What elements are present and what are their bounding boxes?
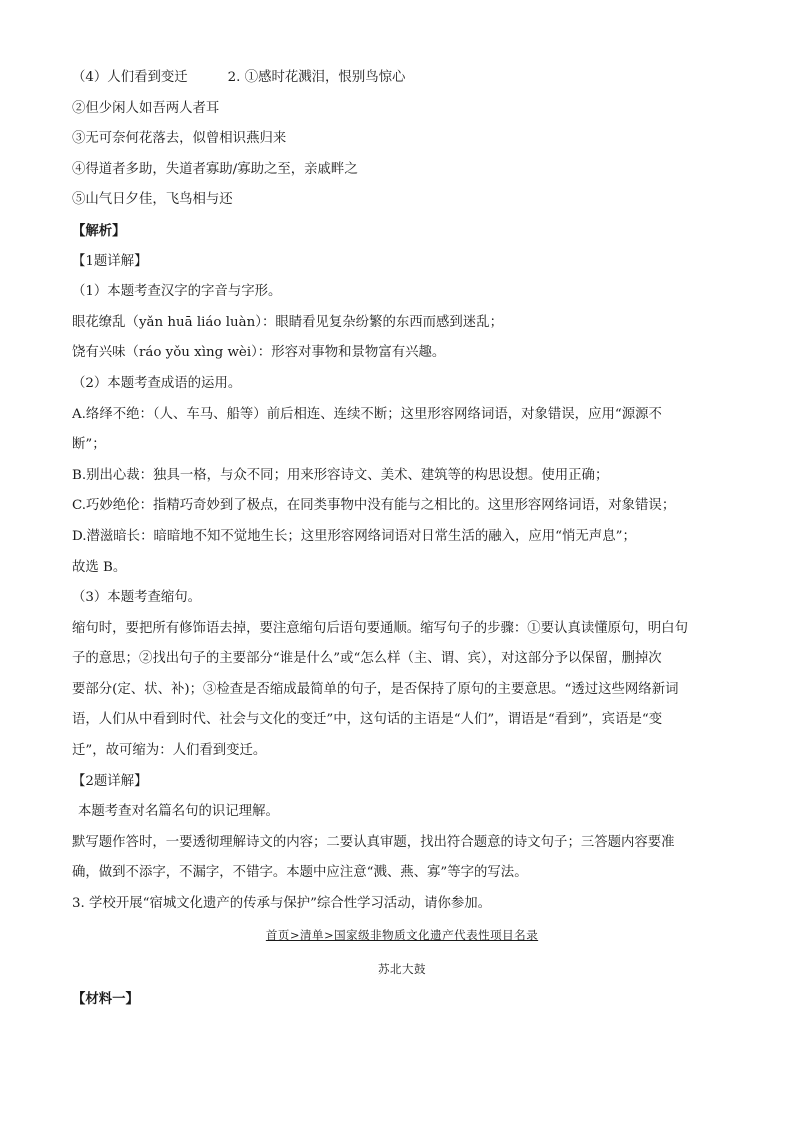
q1-detail-heading: 【1题详解】 [72,253,148,269]
analysis-paragraph: A.络绎不绝：（人、车马、船等）前后相连、连续不断；这里形容网络词语，对象错误，应用“源源不 [72,406,662,422]
analysis-paragraph: （1）本题考查汉字的字音与字形。 [72,284,282,300]
q2-detail-heading: 【2题详解】 [72,773,148,789]
answer-q2-item-5: ⑤山气日夕佳，飞鸟相与还 [72,192,233,208]
analysis-paragraph: 确，做到不添字，不漏字，不错字。本题中应注意“溅、燕、寡”等字的写法。 [72,865,528,881]
analysis-paragraph: 断”； [72,437,106,453]
analysis-paragraph: 迁”，故可缩为：人们看到变迁。 [72,743,267,759]
analysis-paragraph: 故选 B。 [72,559,127,575]
answer-line-1 [72,63,732,94]
analysis-heading: 【解析】 [72,222,126,239]
breadcrumb [72,920,732,950]
material-heading: 【材料一】 [72,990,139,1007]
analysis-paragraph: 语，人们从中看到时代、社会与文化的变迁”中，这句话的主语是“人们”，谓语是“看到”，宾语是“变 [72,712,663,728]
analysis-paragraph: B.别出心裁：独具一格，与众不同；用来形容诗文、美术、建筑等的构思设想。使用正确； [72,467,609,483]
answer-q2-item-1: 2. ①感时花溅泪，恨别鸟惊心 [227,70,406,85]
analysis-paragraph: （3）本题考查缩句。 [72,590,202,606]
item-title: 苏北大鼓 [378,961,426,976]
breadcrumb-text: 首页>清单>国家级非物质文化遗产代表性项目名录 [265,927,539,942]
answer-4-of-q1: （4）人们看到变迁 [72,70,188,85]
analysis-paragraph: 本题考查对名篇名句的识记理解。 [78,804,279,820]
analysis-paragraph: （2）本题考查成语的运用。 [72,375,242,391]
answer-q2-item-4: ④得道者多助，失道者寡助/寡助之至，亲戚畔之 [72,161,358,177]
analysis-paragraph: 眼花缭乱（yǎn huā liáo luàn）：眼睛看见复杂纷繁的东西而感到迷乱； [72,314,503,330]
analysis-paragraph: 要部分(定、状、补)；③检查是否缩成最简单的句子，是否保持了原句的主要意思。“透过这些网络新词 [72,681,679,697]
analysis-paragraph: 子的意思；②找出句子的主要部分“谁是什么”或“怎么样（主、谓、宾），对这部分予以保留，删掉次 [72,651,662,667]
analysis-paragraph: 饶有兴味（ráo yǒu xìng wèi）：形容对事物和景物富有兴趣。 [72,345,446,361]
analysis-paragraph: D.潜滋暗长：暗暗地不知不觉地生长；这里形容网络词语对日常生活的融入，应用“悄无声息”； [72,528,636,544]
answer-q2-item-2: ②但少闲人如吾两人者耳 [72,100,220,116]
answer-q2-item-3: ③无可奈何花落去，似曾相识燕归来 [72,131,287,147]
analysis-paragraph: C.巧妙绝伦：指精巧奇妙到了极点，在同类事物中没有能与之相比的。这里形容网络词语，对象错误； [72,498,676,514]
question-3-intro: 3. 学校开展“宿城文化遗产的传承与保护”综合性学习活动，请你参加。 [72,896,492,912]
analysis-paragraph: 缩句时，要把所有修饰语去掉，要注意缩句后语句要通顺。缩写句子的步骤：①要认真读懂原句，明白句 [72,620,688,636]
analysis-paragraph: 默写题作答时，一要透彻理解诗文的内容；二要认真审题，找出符合题意的诗文句子；三答题内容要准 [72,834,675,850]
document-body [72,63,732,1014]
